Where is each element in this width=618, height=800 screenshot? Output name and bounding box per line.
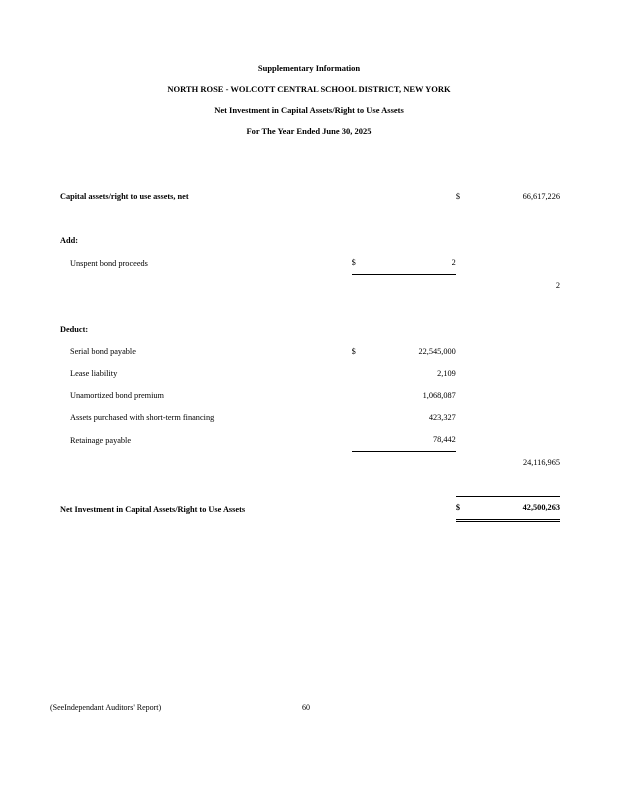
row-amount2-capital-assets: 66,617,226: [522, 192, 560, 201]
row-amount1-unspent-bond-proceeds: 2: [366, 252, 456, 275]
row-amount2-deduct: [470, 319, 560, 341]
table-row: [60, 452, 560, 475]
header-line-statement-title: Net Investment in Capital Assets/Right to Use Assets: [214, 105, 404, 115]
table-row: [60, 341, 560, 363]
row-dollar2-lease-liability: [456, 363, 471, 385]
row-dollar2-deduct-subtotal: [456, 452, 471, 475]
row-label-serial-bond-payable: Serial bond payable: [70, 347, 136, 356]
row-dollar1-unamortized-bond-premium: [352, 385, 367, 407]
row-dollar1-add-subtotal: [352, 275, 367, 298]
row-dollar1-unspent-bond-proceeds: $: [352, 252, 367, 275]
row-amount2-serial-bond-payable: [470, 341, 560, 363]
row-amount1-add: [366, 230, 456, 252]
row-amount2-assets-purchased-short-term-financing: [470, 407, 560, 429]
row-amount1-deduct-subtotal: [366, 452, 456, 475]
table-row: [60, 497, 560, 521]
row-amount1-deduct: [366, 319, 456, 341]
row-dollar2-assets-purchased-short-term-financing: [456, 407, 471, 429]
row-label-unamortized-bond-premium: Unamortized bond premium: [70, 391, 165, 400]
row-label-lease-liability: Lease liability: [70, 369, 118, 378]
spacer-row: [60, 297, 560, 319]
row-label-unspent-bond-proceeds: Unspent bond proceeds: [70, 258, 148, 268]
row-label-add: Add:: [60, 236, 78, 245]
financial-statement: [60, 186, 570, 522]
document-header: [0, 58, 618, 142]
row-amount1-serial-bond-payable: 22,545,000: [418, 347, 456, 356]
row-label-deduct-subtotal: [60, 452, 352, 475]
row-amount1-unamortized-bond-premium: 1,068,087: [422, 391, 456, 400]
header-line-district-name: NORTH ROSE - WOLCOTT CENTRAL SCHOOL DISTRICT, NEW YORK: [167, 84, 451, 94]
spacer-row: [60, 208, 560, 230]
row-amount2-unamortized-bond-premium: [470, 385, 560, 407]
row-amount2-net-investment-total: 42,500,263: [470, 497, 560, 521]
table-row: [60, 319, 560, 341]
row-amount1-assets-purchased-short-term-financing: 423,327: [428, 413, 456, 422]
table-row: [60, 252, 560, 275]
row-dollar2-retainage-payable: [456, 429, 471, 452]
row-label-assets-purchased-short-term-financing: Assets purchased with short-term financing: [70, 413, 215, 422]
row-dollar1-retainage-payable: [352, 429, 367, 452]
table-row: [60, 363, 560, 385]
row-dollar2-capital-assets: $: [455, 192, 460, 201]
row-amount1-capital-assets: [366, 186, 456, 208]
header-line-supplementary-information: Supplementary Information: [257, 63, 361, 73]
row-dollar1-deduct: [352, 319, 367, 341]
row-amount2-unspent-bond-proceeds: [470, 252, 560, 275]
row-dollar1-serial-bond-payable: $: [351, 347, 356, 356]
row-dollar1-deduct-subtotal: [352, 452, 367, 475]
header-line-period: For The Year Ended June 30, 2025: [246, 126, 372, 136]
row-amount1-add-subtotal: [366, 275, 456, 298]
row-label-deduct: Deduct:: [60, 325, 89, 334]
row-amount1-retainage-payable: 78,442: [366, 429, 456, 452]
row-amount2-lease-liability: [470, 363, 560, 385]
row-dollar1-assets-purchased-short-term-financing: [352, 407, 367, 429]
spacer-row: [60, 474, 560, 497]
net-investment-table: [60, 186, 560, 522]
table-row: [60, 385, 560, 407]
table-row: [60, 275, 560, 298]
footer-page-number: 60: [302, 703, 310, 712]
row-dollar2-add-subtotal: [456, 275, 471, 298]
row-dollar2-deduct: [456, 319, 471, 341]
row-amount2-deduct-subtotal: 24,116,965: [522, 458, 560, 467]
row-amount1-lease-liability: 2,109: [437, 369, 456, 378]
row-dollar2-net-investment-total: $: [456, 497, 471, 521]
row-dollar2-serial-bond-payable: [456, 341, 471, 363]
row-label-capital-assets: Capital assets/right to use assets, net: [60, 192, 189, 201]
row-label-add-subtotal: [60, 275, 352, 298]
row-amount1-net-investment-total: [366, 497, 456, 521]
row-label-retainage-payable: Retainage payable: [70, 435, 132, 445]
row-amount2-add: [470, 230, 560, 252]
row-dollar2-unamortized-bond-premium: [456, 385, 471, 407]
footer-auditors-report-note: (SeeIndependant Auditors' Report): [50, 703, 162, 712]
row-dollar1-capital-assets: [352, 186, 367, 208]
row-dollar1-add: [352, 230, 367, 252]
row-label-net-investment-total: Net Investment in Capital Assets/Right to Use Assets: [60, 504, 246, 514]
table-row: [60, 407, 560, 429]
row-amount2-retainage-payable: [470, 429, 560, 452]
row-dollar1-net-investment-total: [352, 497, 367, 521]
table-row: [60, 230, 560, 252]
table-row: [60, 186, 560, 208]
row-dollar2-unspent-bond-proceeds: [456, 252, 471, 275]
row-dollar1-lease-liability: [352, 363, 367, 385]
row-dollar2-add: [456, 230, 471, 252]
table-row: [60, 429, 560, 452]
row-amount2-add-subtotal: 2: [555, 281, 560, 290]
